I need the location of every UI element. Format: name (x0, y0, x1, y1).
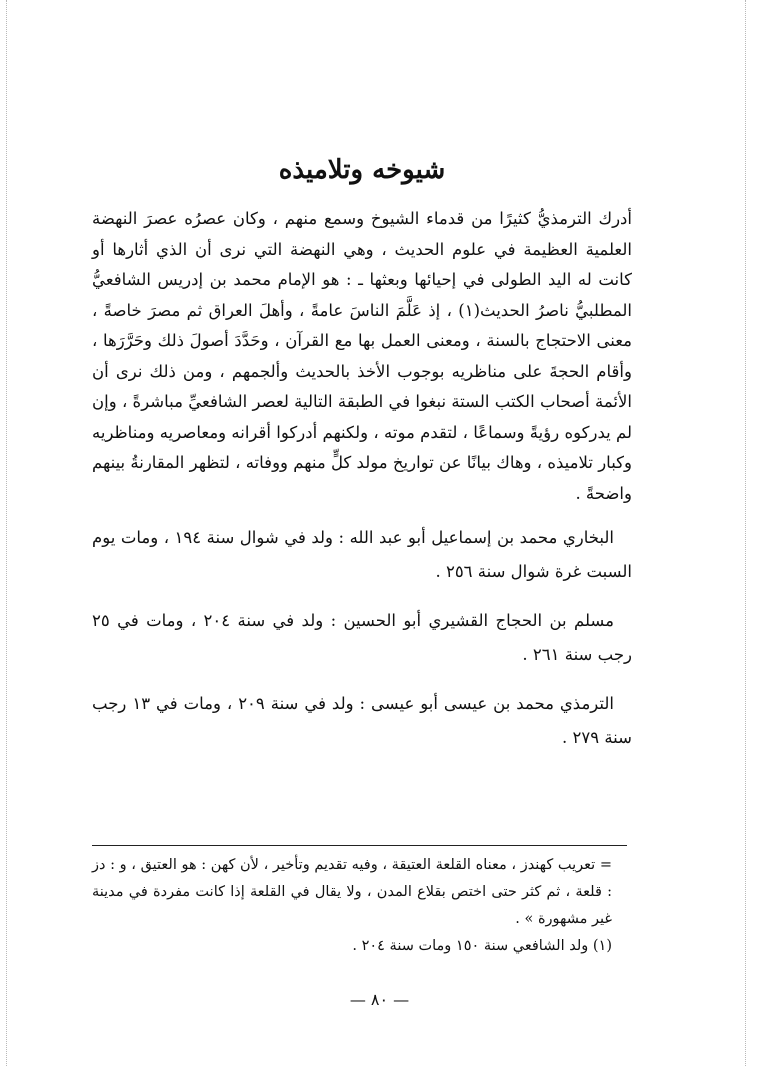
bio-muslim: مسلم بن الحجاج القشيري أبو الحسين : ولد في سنة ٢٠٤ ، ومات في ٢٥ رجب سنة ٢٦١ . (92, 611, 632, 664)
page-number: — ٨٠ — (349, 990, 410, 1009)
bio-tirmidhi: الترمذي محمد بن عيسى أبو عيسى : ولد في سنة ٢٠٩ ، ومات في ١٣ رجب سنة ٢٧٩ . (92, 694, 632, 747)
footnote-1: (١) ولد الشافعي سنة ١٥٠ ومات سنة ٢٠٤ . (352, 938, 612, 954)
bio-bukhari: البخاري محمد بن إسماعيل أبو عبد الله : ولد في شوال سنة ١٩٤ ، ومات يوم السبت غرة شوال سنة ٢٥٦ . (92, 528, 632, 581)
biography-list (92, 521, 632, 755)
left-dotted-guide (6, 0, 7, 1066)
main-text (92, 204, 632, 509)
main-paragraph: أدرك الترمذيُّ كثيرًا من قدماء الشيوخ وسمع منهم ، وكان عصرُه عصرَ النهضة العلمية العظيمة في علوم الحديث ، وهي النهضة التي نرى أن الذي أثارها أو كانت له اليد الطولى في إحيائها وبعثها ـ : هو الإمام محمد بن إدريس الشافعيُّ المطلبيُّ ناصرُ الحديث(١) ، إذ عَلَّمَ الناسَ عامةً ، وأهلَ العراق ثم مصرَ خاصةً ، معنى الاحتجاج بالسنة ، ومعنى العمل بها مع القرآن ، وحَدَّدَ أصولَ ذلك وحَرَّرَها ، وأقام الحجةَ على مناظريه بوجوب الأخذ بالحديث وألجمهم ، ومن ذلك نرى أن الأئمة أصحاب الكتب الستة نبغوا في الطبقة التالية لعصر الشافعيِّ مباشرةً ، وإن لم يدركوه رؤيةً وسماعًا ، لتقدم موته ، ولكنهم أدركوا أقرانه ومعاصريه ومناظريه وكبار تلاميذه ، وهاك بيانًا عن تواريخ مولد كلٍّ منهم ووفاته ، لتظهر المقارنةُ بينهم واضحةً . (92, 209, 632, 503)
page-content (92, 150, 632, 770)
page-heading: شيوخه وتلاميذه (278, 155, 446, 185)
footnote-continuation: = تعريب كهندز ، معناه القلعة العتيقة ، وفيه تقديم وتأخير ، لأن كهن : هو العتيق ، و : دز : قلعة ، ثم كثر حتى اختص بقلاع المدن ، ولا يقال في القلعة إذا كانت مفردة في مدينة غير مشهورة » . (92, 857, 612, 927)
right-dotted-guide (745, 0, 746, 1066)
footnotes (92, 852, 612, 960)
footnote-divider (92, 845, 627, 846)
